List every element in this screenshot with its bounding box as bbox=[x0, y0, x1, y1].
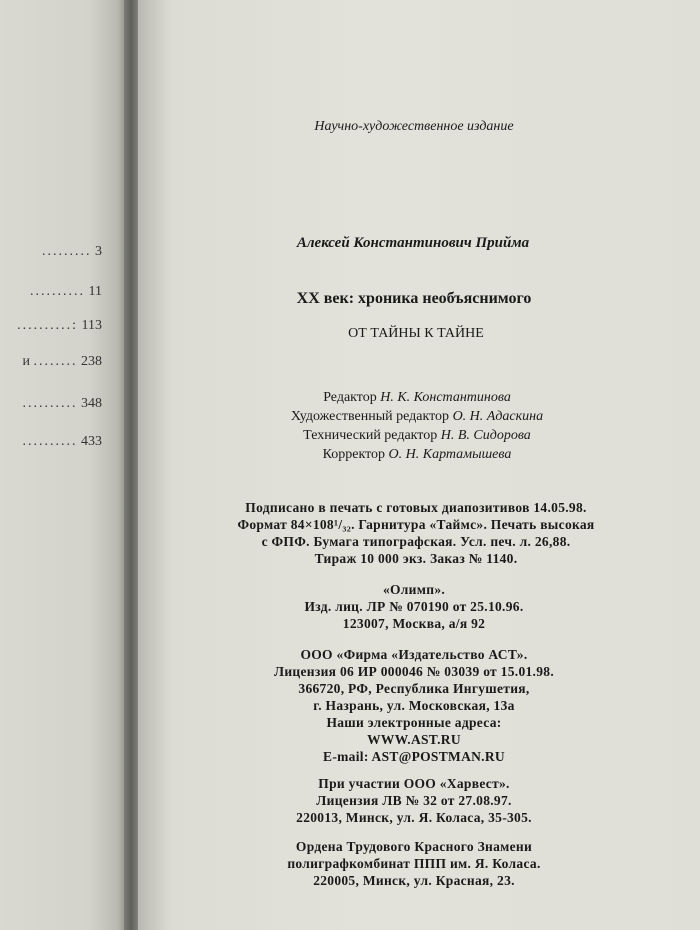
print-info-line: Тираж 10 000 экз. Заказ № 1140. bbox=[314, 551, 518, 566]
harvest-line: Лицензия ЛВ № 32 от 27.08.97. bbox=[316, 793, 512, 808]
toc-page-number: 238 bbox=[81, 354, 102, 369]
print-info-line: Подписано в печать с готовых диапозитивов 14.05.98. bbox=[245, 500, 587, 515]
credit-role: Технический редактор bbox=[303, 428, 438, 443]
book-subtitle: ОТ ТАЙНЫ К ТАЙНЕ bbox=[348, 326, 484, 341]
credit-role: Корректор bbox=[322, 447, 386, 462]
toc-leader: ..........: bbox=[17, 318, 79, 333]
credit-role: Художественный редактор bbox=[290, 409, 450, 424]
harvest-line: При участии ООО «Харвест». bbox=[318, 776, 510, 791]
toc-leader: ......... bbox=[42, 244, 92, 259]
publisher-line: «Олимп». bbox=[382, 582, 446, 597]
toc-page-number: 113 bbox=[81, 318, 102, 333]
print-info-line: Формат 84×108¹/₃₂. Гарнитура «Таймс». Печать высокая bbox=[237, 517, 595, 532]
printer-line: Ордена Трудового Красного Знамени bbox=[295, 839, 533, 854]
publisher-olimp-block bbox=[133, 581, 695, 632]
imprint-page bbox=[138, 0, 700, 930]
edition-type: Научно-художественное издание bbox=[314, 119, 514, 134]
publisher-line: ООО «Фирма «Издательство АСТ». bbox=[300, 647, 528, 662]
publisher-line: Лицензия 06 ИР 000046 № 03039 от 15.01.98. bbox=[273, 664, 554, 679]
harvest-line: 220013, Минск, ул. Я. Коласа, 35-305. bbox=[296, 810, 532, 825]
publisher-line: 366720, РФ, Республика Ингушетия, bbox=[298, 681, 530, 696]
printer-line: полиграфкомбинат ППП им. Я. Коласа. bbox=[287, 856, 541, 871]
toc-entry-fragment: и bbox=[22, 354, 30, 369]
credit-name: О. Н. Картамышева bbox=[388, 447, 512, 462]
print-info-line: с ФПФ. Бумага типографская. Усл. печ. л. 26,88. bbox=[261, 534, 571, 549]
credit-name: Н. К. Константинова bbox=[380, 390, 511, 405]
publisher-line: WWW.AST.RU bbox=[367, 732, 461, 747]
toc-entry bbox=[23, 396, 103, 412]
author-name: Алексей Константинович Прийма bbox=[296, 235, 530, 251]
publisher-line: E-mail: AST@POSTMAN.RU bbox=[323, 749, 505, 764]
publisher-line: Наши электронные адреса: bbox=[326, 715, 502, 730]
left-page bbox=[0, 0, 128, 930]
publisher-line: Изд. лиц. ЛР № 070190 от 25.10.96. bbox=[304, 599, 524, 614]
toc-entry bbox=[23, 354, 103, 370]
credit-line bbox=[136, 426, 698, 445]
credit-role: Редактор bbox=[323, 390, 377, 405]
toc-page-number: 11 bbox=[88, 284, 102, 299]
toc-page-number: 348 bbox=[81, 396, 102, 411]
publisher-line: г. Назрань, ул. Московская, 13а bbox=[313, 698, 515, 713]
credit-name: Н. В. Сидорова bbox=[440, 428, 531, 443]
credits-block bbox=[136, 388, 698, 464]
toc-page-number: 433 bbox=[81, 434, 102, 449]
harvest-block bbox=[133, 775, 695, 826]
book-title: XX век: хроника необъяснимого bbox=[296, 290, 532, 307]
toc-entry bbox=[42, 244, 102, 260]
credit-line bbox=[136, 445, 698, 464]
toc-leader: .......... bbox=[22, 396, 78, 411]
print-info-block bbox=[135, 499, 697, 567]
printer-line: 220005, Минск, ул. Красная, 23. bbox=[313, 873, 515, 888]
toc-entry bbox=[23, 434, 103, 450]
toc-page-number: 3 bbox=[95, 244, 102, 259]
toc-leader: .......... bbox=[22, 434, 78, 449]
toc-leader: .......... bbox=[30, 284, 86, 299]
publisher-ast-block bbox=[133, 646, 695, 765]
credit-line bbox=[136, 407, 698, 426]
toc-entry bbox=[30, 284, 102, 300]
publisher-line: 123007, Москва, а/я 92 bbox=[342, 616, 486, 631]
credit-line bbox=[136, 388, 698, 407]
credit-name: О. Н. Адаскина bbox=[452, 409, 544, 424]
printer-block bbox=[133, 838, 695, 889]
toc-leader: ........ bbox=[33, 354, 78, 369]
toc-entry bbox=[17, 318, 102, 334]
